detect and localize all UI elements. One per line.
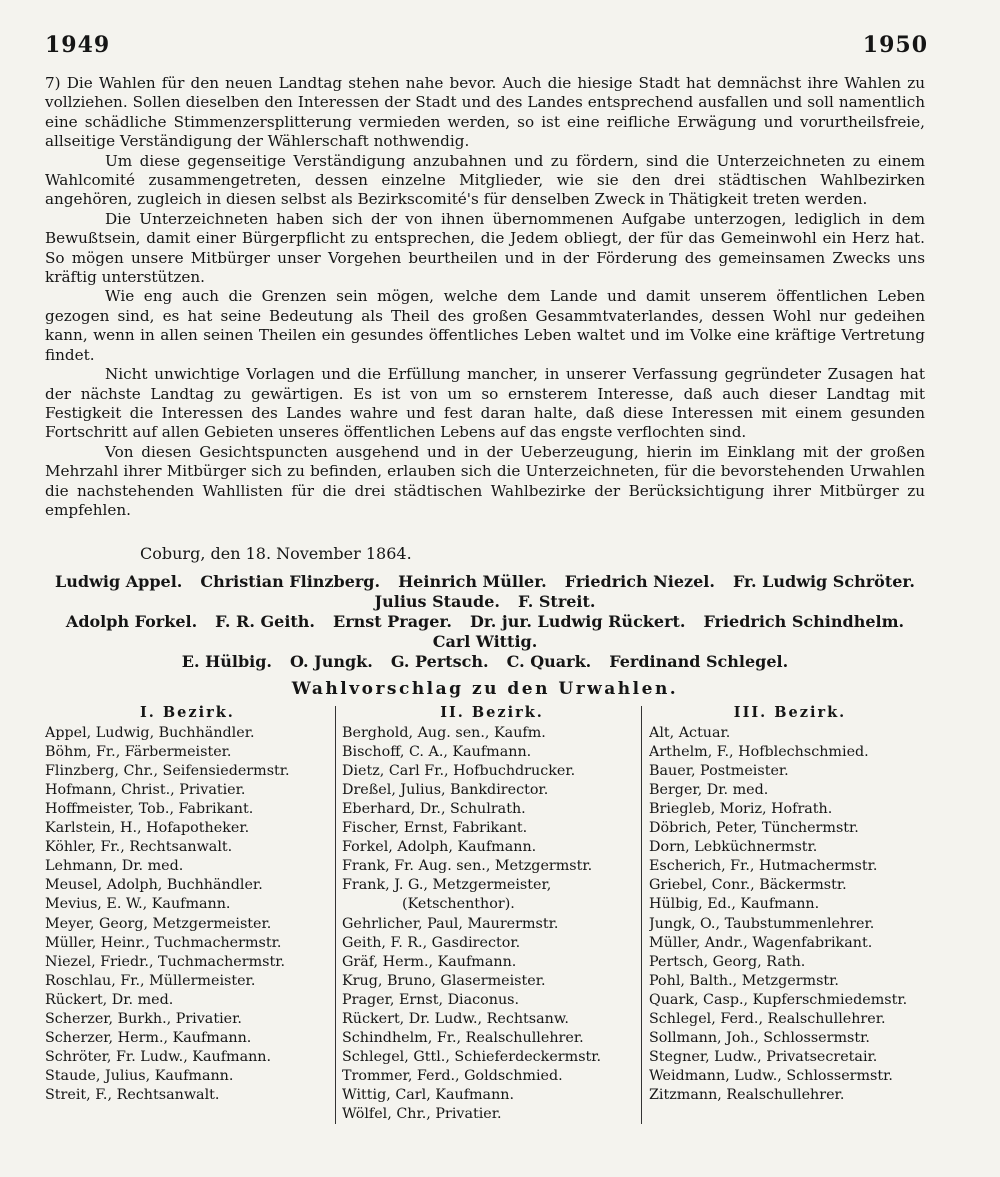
list-item: Eberhard, Dr., Schulrath. bbox=[342, 801, 526, 818]
list-item: Griebel, Conr., Bäckermstr. bbox=[649, 877, 847, 894]
list-item: Fischer, Ernst, Fabrikant. bbox=[342, 820, 528, 837]
list-item: Gehrlicher, Paul, Maurermstr. bbox=[342, 915, 559, 932]
list-item: Köhler, Fr., Rechtsanwalt. bbox=[45, 839, 233, 856]
list-item: Zitzmann, Realschullehrer. bbox=[649, 1086, 845, 1103]
list-item: Schlegel, Ferd., Realschullehrer. bbox=[649, 1010, 886, 1027]
list-item: Bauer, Postmeister. bbox=[649, 763, 789, 780]
list-item: Frank, Fr. Aug. sen., Metzgermstr. bbox=[342, 858, 593, 875]
list-item: Flinzberg, Chr., Seifensiedermstr. bbox=[45, 763, 290, 780]
list-item: Rückert, Dr. Ludw., Rechtsanw. bbox=[342, 1010, 569, 1027]
list-item: Weidmann, Ludw., Schlossermstr. bbox=[649, 1067, 893, 1084]
list-item: Hofmann, Christ., Privatier. bbox=[45, 782, 246, 799]
list-item: Appel, Ludwig, Buchhändler. bbox=[45, 725, 255, 742]
list-item: Mevius, E. W., Kaufmann. bbox=[45, 896, 231, 913]
signature: Heinrich Müller. bbox=[398, 572, 547, 591]
candidate-lists bbox=[45, 703, 925, 1143]
list-item: (Ketschenthor). bbox=[402, 896, 515, 913]
list-item: Berger, Dr. med. bbox=[649, 782, 769, 799]
list-item: Briegleb, Moriz, Hofrath. bbox=[649, 801, 833, 818]
signature: Ludwig Appel. bbox=[55, 572, 183, 591]
signature: Fr. Ludwig Schröter. bbox=[732, 572, 915, 591]
paragraph: Die Unterzeichneten haben sich der von ihnen übernommenen Aufgabe unterzogen, lediglich in dem Bewußtsein, damit einer Bürgerpflicht zu entsprechen, die Jedem obliegt, der für das Gemeinwohl ein Herz hat. So mögen unsere Mitbürger unser Vorgehen beurtheilen und in der Förderung des gemeinsamen Zwecks uns kräftig unterstützen. bbox=[45, 209, 925, 287]
list-item: Gräf, Herm., Kaufmann. bbox=[342, 953, 517, 970]
signature: F. Streit. bbox=[517, 592, 596, 611]
list-item: Geith, F. R., Gasdirector. bbox=[342, 934, 521, 951]
signature: O. Jungk. bbox=[289, 652, 373, 671]
list-item: Dreßel, Julius, Bankdirector. bbox=[342, 782, 549, 799]
list-item: Streit, F., Rechtsanwalt. bbox=[45, 1086, 220, 1103]
signature: F. R. Geith. bbox=[215, 612, 315, 631]
list-item: Dorn, Lebküchnermstr. bbox=[649, 839, 818, 856]
list-item: Niezel, Friedr., Tuchmachermstr. bbox=[45, 953, 286, 970]
list-item: Wölfel, Chr., Privatier. bbox=[342, 1105, 502, 1122]
signature-row bbox=[45, 572, 925, 592]
paragraph: Wie eng auch die Grenzen sein mögen, welche dem Lande und damit unserem öffentlichen Leben gezogen sind, es hat seine Bedeutung als Theil des großen Gesammtvaterlandes, dessen Wohl nur gedeihen kann, wenn in allen seinen Theilen ein gesundes öffentliches Leben waltet und im Volke eine kräftige Vertretung findet. bbox=[45, 287, 925, 364]
list-item: Müller, Heinr., Tuchmachermstr. bbox=[45, 934, 282, 951]
list-item: Müller, Andr., Wagenfabrikant. bbox=[649, 934, 873, 951]
page-number-right: 1950 bbox=[862, 32, 928, 58]
signature: Friedrich Schindhelm. bbox=[703, 612, 905, 631]
list-item: Böhm, Fr., Färbermeister. bbox=[45, 744, 232, 761]
list-item: Lehmann, Dr. med. bbox=[45, 858, 184, 875]
list-item: Sollmann, Joh., Schlossermstr. bbox=[649, 1029, 870, 1046]
paragraph: Nicht unwichtige Vorlagen und die Erfüllung mancher, in unserer Verfassung gegründeter Zusagen hat der nächste Landtag zu gewärtigen. Es ist von um so ernsterem Interesse, daß auch dieser Landtag mit Festigkeit die Interessen des Landes wahre und fest daran halte, daß diese Interessen mit einem gesunden Fortschritt auf allen Gebieten unseres öffentlichen Lebens auf das engste verflochten sind. bbox=[45, 365, 925, 442]
list-item: Escherich, Fr., Hutmachermstr. bbox=[649, 858, 878, 875]
list-item: Trommer, Ferd., Goldschmied. bbox=[342, 1067, 563, 1084]
signature: C. Quark. bbox=[506, 652, 592, 671]
signatures bbox=[45, 572, 925, 672]
district-heading: II. Bezirk. bbox=[440, 704, 544, 721]
list-item: Scherzer, Herm., Kaufmann. bbox=[45, 1029, 252, 1046]
signature-row bbox=[45, 652, 925, 672]
paragraph: 7) Die Wahlen für den neuen Landtag stehen nahe bevor. Auch die hiesige Stadt hat demnächst ihre Wahlen zu vollziehen. Sollen dieselben den Interessen der Stadt und des Landes entsprechend ausfallen und soll namentlich eine schädliche Stimmenzersplitterung vermieden werden, so ist eine reifliche Erwägung und vorurtheilsfreie, allseitige Verständigung der Wählerschaft nothwendig. bbox=[45, 74, 925, 151]
list-item: Forkel, Adolph, Kaufmann. bbox=[342, 839, 537, 856]
signature: Carl Wittig. bbox=[432, 632, 538, 651]
list-item: Staude, Julius, Kaufmann. bbox=[45, 1067, 234, 1084]
signature: Dr. jur. Ludwig Rückert. bbox=[469, 612, 686, 631]
signature: G. Pertsch. bbox=[390, 652, 489, 671]
list-item: Alt, Actuar. bbox=[649, 725, 731, 742]
list-item: Pertsch, Georg, Rath. bbox=[649, 953, 806, 970]
signature: Friedrich Niezel. bbox=[564, 572, 715, 591]
list-item: Meusel, Adolph, Buchhändler. bbox=[45, 877, 263, 894]
list-item: Stegner, Ludw., Privatsecretair. bbox=[649, 1048, 878, 1065]
list-item: Pohl, Balth., Metzgermstr. bbox=[649, 972, 839, 989]
list-item: Frank, J. G., Metzgermeister, bbox=[342, 877, 552, 894]
district-heading: III. Bezirk. bbox=[733, 704, 847, 721]
district-column bbox=[45, 703, 335, 1143]
list-item: Jungk, O., Taubstummenlehrer. bbox=[649, 915, 875, 932]
paragraph: Um diese gegenseitige Verständigung anzubahnen und zu fördern, sind die Unterzeichneten zu einem Wahlcomité zusammengetreten, dessen einzelne Mitglieder, wie sie den drei städtischen Wahlbezirken angehören, zugleich in diesen selbst als Bezirkscomité's für denselben Zweck in Thätigkeit treten werden. bbox=[45, 151, 925, 209]
list-item: Quark, Casp., Kupferschmiedemstr. bbox=[649, 991, 908, 1008]
district-heading: I. Bezirk. bbox=[140, 704, 235, 721]
district-column bbox=[649, 703, 931, 1143]
list-item: Karlstein, H., Hofapotheker. bbox=[45, 820, 250, 837]
list-item: Wittig, Carl, Kaufmann. bbox=[342, 1086, 515, 1103]
list-item: Hoffmeister, Tob., Fabrikant. bbox=[45, 801, 254, 818]
list-item: Arthelm, F., Hofblechschmied. bbox=[649, 744, 869, 761]
page-number-left: 1949 bbox=[45, 32, 111, 58]
list-item: Rückert, Dr. med. bbox=[45, 991, 174, 1008]
signature: Christian Flinzberg. bbox=[200, 572, 381, 591]
signature: E. Hülbig. bbox=[181, 652, 272, 671]
list-item: Schlegel, Gttl., Schieferdeckermstr. bbox=[342, 1048, 602, 1065]
dateline: Coburg, den 18. November 1864. bbox=[140, 544, 412, 563]
list-item: Scherzer, Burkh., Privatier. bbox=[45, 1010, 242, 1027]
district-column bbox=[342, 703, 642, 1143]
list-item: Krug, Bruno, Glasermeister. bbox=[342, 972, 546, 989]
list-title: Wahlvorschlag zu den Urwahlen. bbox=[291, 679, 679, 699]
list-item: Meyer, Georg, Metzgermeister. bbox=[45, 915, 272, 932]
announcement-text bbox=[45, 74, 925, 520]
signature: Adolph Forkel. bbox=[65, 612, 198, 631]
signature-row bbox=[45, 632, 925, 652]
list-item: Schindhelm, Fr., Realschullehrer. bbox=[342, 1029, 584, 1046]
list-item: Dietz, Carl Fr., Hofbuchdrucker. bbox=[342, 763, 576, 780]
signature-row bbox=[45, 612, 925, 632]
list-item: Berghold, Aug. sen., Kaufm. bbox=[342, 725, 546, 742]
list-item: Schröter, Fr. Ludw., Kaufmann. bbox=[45, 1048, 272, 1065]
signature: Ernst Prager. bbox=[333, 612, 452, 631]
signature-row bbox=[45, 592, 925, 612]
signature: Ferdinand Schlegel. bbox=[609, 652, 789, 671]
list-item: Hülbig, Ed., Kaufmann. bbox=[649, 896, 820, 913]
list-item: Döbrich, Peter, Tünchermstr. bbox=[649, 820, 859, 837]
list-item: Prager, Ernst, Diaconus. bbox=[342, 991, 520, 1008]
paragraph: Von diesen Gesichtspuncten ausgehend und in der Ueberzeugung, hierin im Einklang mit der großen Mehrzahl ihrer Mitbürger sich zu befinden, erlauben sich die Unterzeichneten, für die bevorstehenden Urwahlen die nachstehenden Wahllisten für die drei städtischen Wahlbezirke der Berücksichtigung ihrer Mitbürger zu empfehlen. bbox=[45, 442, 925, 519]
list-item: Bischoff, C. A., Kaufmann. bbox=[342, 744, 532, 761]
list-item: Roschlau, Fr., Müllermeister. bbox=[45, 972, 256, 989]
signature: Julius Staude. bbox=[374, 592, 500, 611]
